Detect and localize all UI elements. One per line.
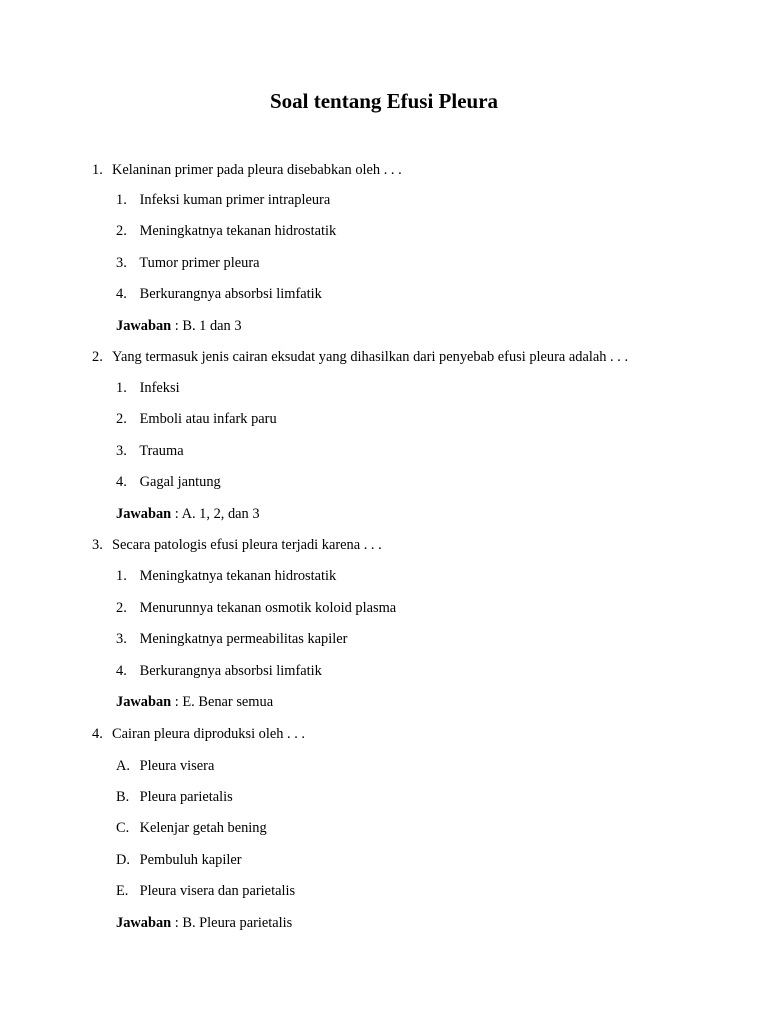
option-marker: 2.	[116, 411, 127, 427]
option-marker: 3.	[116, 255, 127, 271]
answer-label: Jawaban	[116, 694, 172, 710]
option-text: Pleura visera dan parietalis	[139, 883, 296, 899]
question-2-option	[116, 472, 221, 492]
option-marker: 1.	[116, 568, 127, 584]
option-marker: A.	[116, 758, 130, 774]
option-marker: 2.	[116, 223, 127, 239]
option-marker: D.	[116, 852, 130, 868]
option-text: Pleura visera	[139, 758, 215, 774]
option-marker: 4.	[116, 286, 127, 302]
option-marker: 2.	[116, 600, 127, 616]
answer-label: Jawaban	[116, 318, 172, 334]
question-4-option	[116, 881, 295, 901]
question-4	[92, 724, 305, 744]
option-marker: 3.	[116, 443, 127, 459]
question-2-option	[116, 409, 277, 429]
option-marker: 3.	[116, 631, 127, 647]
question-4-option	[116, 756, 214, 776]
option-marker: 4.	[116, 474, 127, 490]
answer-text: : A. 1, 2, dan 3	[171, 506, 260, 522]
option-text: Kelenjar getah bening	[139, 820, 267, 836]
question-text: Kelaninan primer pada pleura disebabkan oleh . . .	[112, 162, 402, 178]
option-marker: 1.	[116, 380, 127, 396]
option-text: Meningkatnya tekanan hidrostatik	[139, 568, 337, 584]
question-number: 4.	[92, 726, 103, 742]
question-3	[92, 535, 382, 555]
option-text: Meningkatnya permeabilitas kapiler	[139, 631, 348, 647]
page-title: Soal tentang Efusi Pleura	[269, 89, 499, 113]
question-text: Cairan pleura diproduksi oleh . . .	[112, 726, 306, 742]
option-marker: 1.	[116, 192, 127, 208]
option-text: Pleura parietalis	[139, 789, 233, 805]
option-marker: E.	[116, 883, 129, 899]
question-2	[92, 347, 628, 367]
question-text: Secara patologis efusi pleura terjadi karena . . .	[112, 537, 382, 553]
question-number: 3.	[92, 537, 103, 553]
option-text: Menurunnya tekanan osmotik koloid plasma	[139, 600, 397, 616]
question-number: 1.	[92, 162, 103, 178]
answer-label: Jawaban	[116, 915, 172, 931]
question-4-answer	[116, 913, 292, 933]
answer-label: Jawaban	[116, 506, 172, 522]
question-text: Yang termasuk jenis cairan eksudat yang dihasilkan dari penyebab efusi pleura adalah . . .	[112, 349, 629, 365]
question-1-option	[116, 284, 322, 304]
option-text: Berkurangnya absorbsi limfatik	[139, 663, 322, 679]
question-number: 2.	[92, 349, 103, 365]
option-text: Gagal jantung	[139, 474, 221, 490]
answer-text: : B. Pleura parietalis	[171, 915, 293, 931]
option-text: Pembuluh kapiler	[139, 852, 242, 868]
option-text: Infeksi	[139, 380, 180, 396]
question-1	[92, 160, 402, 180]
question-3-answer	[116, 692, 273, 712]
option-marker: B.	[116, 789, 130, 805]
question-1-option	[116, 221, 336, 241]
question-4-option	[116, 850, 242, 870]
question-3-option	[116, 566, 336, 586]
question-4-option	[116, 787, 233, 807]
question-3-option	[116, 598, 396, 618]
question-3-option	[116, 661, 322, 681]
option-text: Berkurangnya absorbsi limfatik	[139, 286, 322, 302]
option-marker: 4.	[116, 663, 127, 679]
option-text: Trauma	[139, 443, 184, 459]
option-text: Tumor primer pleura	[139, 255, 260, 271]
question-4-option	[116, 818, 267, 838]
option-marker: C.	[116, 820, 130, 836]
question-2-option	[116, 378, 180, 398]
option-text: Emboli atau infark paru	[139, 411, 277, 427]
question-3-option	[116, 629, 347, 649]
question-1-option	[116, 190, 330, 210]
answer-text: : B. 1 dan 3	[171, 318, 242, 334]
question-1-option	[116, 253, 260, 273]
question-2-option	[116, 441, 184, 461]
question-1-answer	[116, 316, 242, 336]
option-text: Meningkatnya tekanan hidrostatik	[139, 223, 337, 239]
question-2-answer	[116, 504, 260, 524]
option-text: Infeksi kuman primer intrapleura	[139, 192, 331, 208]
answer-text: : E. Benar semua	[171, 694, 274, 710]
